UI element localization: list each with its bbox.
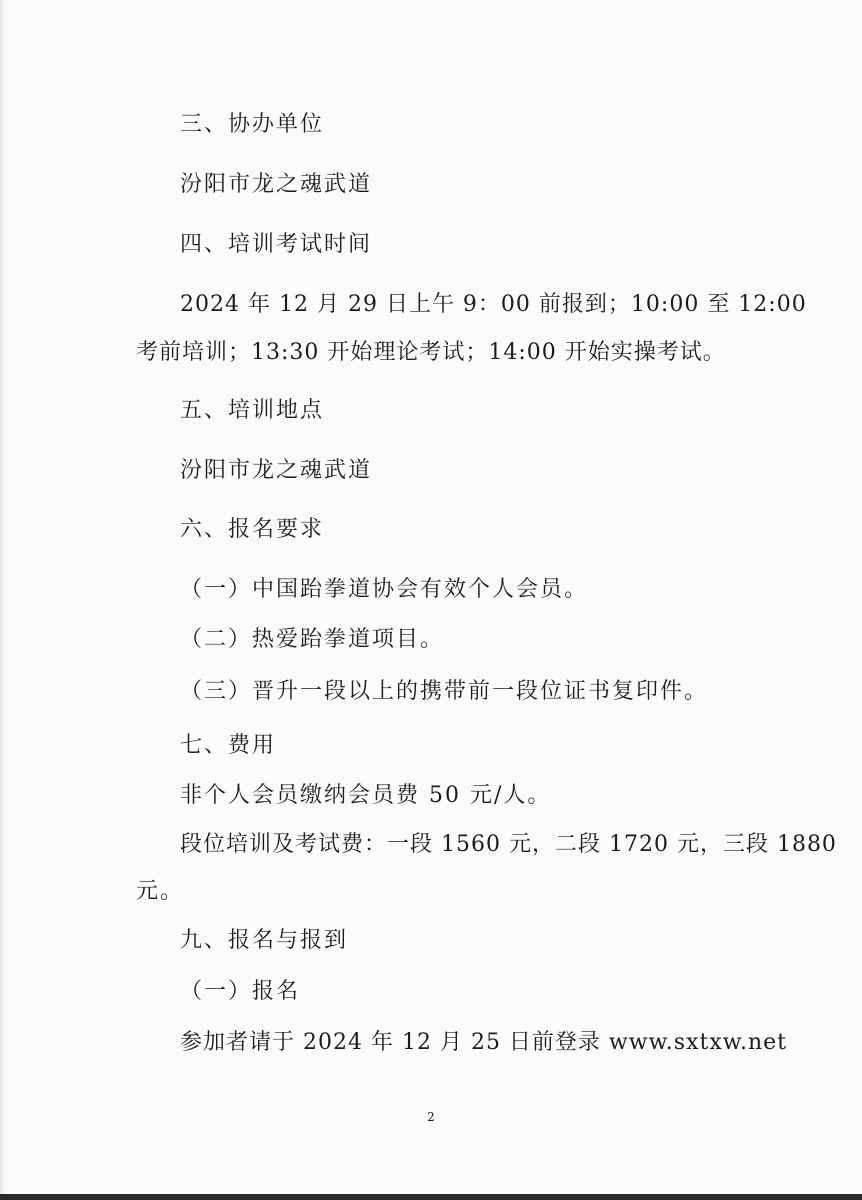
section-9-heading: 九、报名与报到 [180, 928, 349, 953]
section-6-heading: 六、报名要求 [180, 517, 325, 542]
section-3-heading: 三、协办单位 [180, 112, 325, 137]
section-3-body: 汾阳市龙之魂武道 [180, 172, 373, 197]
section-7-heading: 七、费用 [180, 733, 277, 758]
scan-edge [0, 0, 6, 1200]
section-4-body-line2: 考前培训；13:30 开始理论考试；14:00 开始实操考试。 [136, 340, 726, 365]
section-7-body-2-line1: 段位培训及考试费：一段 1560 元，二段 1720 元，三段 1880 [180, 832, 837, 857]
section-5-body: 汾阳市龙之魂武道 [180, 458, 373, 483]
section-7-body-1: 非个人会员缴纳会员费 50 元/人。 [180, 783, 552, 808]
section-6-item-1: （一）中国跆拳道协会有效个人会员。 [180, 577, 589, 602]
section-4-heading: 四、培训考试时间 [180, 232, 373, 257]
section-6-item-2: （二）热爱跆拳道项目。 [180, 627, 445, 652]
section-9-subheading-1: （一）报名 [180, 979, 301, 1004]
scan-bottom-edge [0, 1194, 862, 1200]
page-number: 2 [427, 1110, 435, 1124]
section-4-body-line1: 2024 年 12 月 29 日上午 9：00 前报到；10:00 至 12:00 [180, 292, 807, 317]
section-5-heading: 五、培训地点 [180, 398, 325, 423]
section-9-body-1: 参加者请于 2024 年 12 月 25 日前登录 www.sxtxw.net [180, 1030, 787, 1055]
section-7-body-2-line2: 元。 [136, 879, 185, 904]
section-6-item-3: （三）晋升一段以上的携带前一段位证书复印件。 [180, 679, 709, 704]
